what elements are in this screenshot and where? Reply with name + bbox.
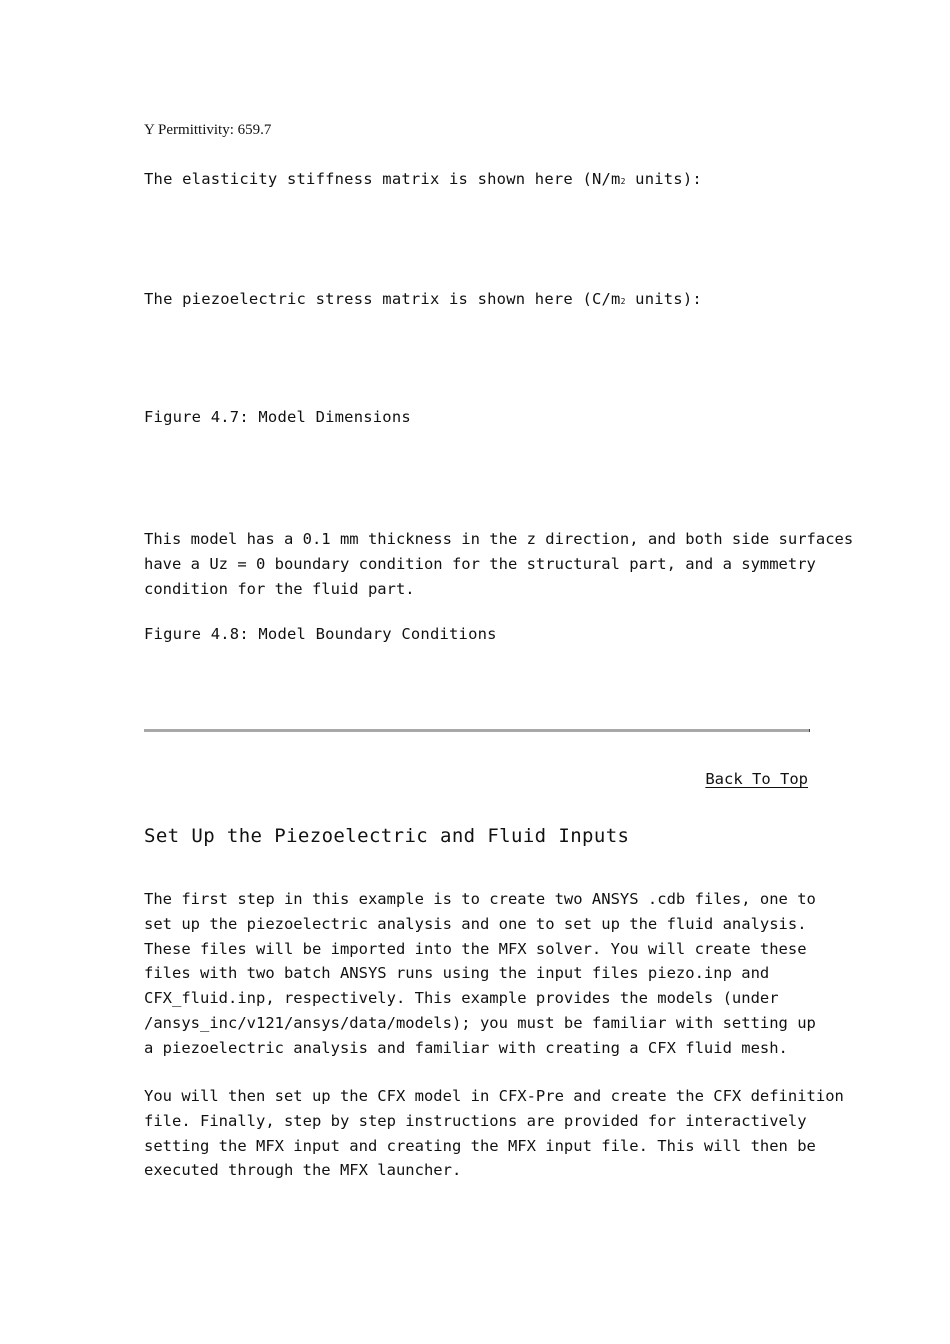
paragraph-line: This model has a 0.1 mm thickness in the z direction, and both side surfaces: [144, 530, 854, 548]
stiffness-caption-exponent: 2: [620, 177, 626, 186]
back-to-top-link[interactable]: Back To Top: [705, 770, 808, 788]
paragraph-line: CFX_fluid.inp, respectively. This example provides the models (under: [144, 989, 779, 1008]
paragraph-line: a piezoelectric analysis and familiar with creating a CFX fluid mesh.: [144, 1038, 788, 1057]
paragraph-line: The first step in this example is to create two ANSYS .cdb files, one to: [144, 890, 816, 908]
permittivity-value: Y Permittivity: 659.7: [144, 122, 272, 138]
section-heading: Set Up the Piezoelectric and Fluid Inputs: [144, 825, 630, 847]
paragraph-line: files with two batch ANSYS runs using the input files piezo.inp and: [144, 964, 770, 983]
paragraph-line: /ansys_inc/v121/ansys/data/models); you must be familiar with setting up: [144, 1013, 816, 1032]
paragraph-line: file. Finally, step by step instructions are provided for interactively: [144, 1111, 807, 1130]
piezo-matrix-caption: [144, 290, 702, 308]
setup-paragraph-2: [144, 1084, 844, 1183]
horizontal-divider: [144, 729, 810, 732]
stiffness-matrix-caption: [144, 170, 702, 188]
model-thickness-paragraph: [144, 527, 854, 601]
paragraph-line: condition for the fluid part.: [144, 579, 415, 598]
paragraph-line: These files will be imported into the MFX solver. You will create these: [144, 939, 807, 958]
figure-4-7-caption: Figure 4.7: Model Dimensions: [144, 408, 411, 426]
piezo-caption-units: units):: [625, 290, 702, 308]
paragraph-line: executed through the MFX launcher.: [144, 1161, 462, 1180]
paragraph-line: have a Uz = 0 boundary condition for the structural part, and a symmetry: [144, 554, 816, 573]
stiffness-caption-text: The elasticity stiffness matrix is shown here (N/m: [144, 170, 621, 188]
setup-paragraph-1: [144, 887, 816, 1061]
paragraph-line: You will then set up the CFX model in CFX-Pre and create the CFX definition: [144, 1087, 844, 1105]
figure-4-8-caption: Figure 4.8: Model Boundary Conditions: [144, 625, 497, 643]
piezo-caption-text: The piezoelectric stress matrix is shown here (C/m: [144, 290, 621, 308]
piezo-caption-exponent: 2: [620, 297, 626, 306]
paragraph-line: setting the MFX input and creating the MFX input file. This will then be: [144, 1136, 816, 1155]
paragraph-line: set up the piezoelectric analysis and one to set up the fluid analysis.: [144, 914, 807, 933]
stiffness-caption-units: units):: [625, 170, 702, 188]
